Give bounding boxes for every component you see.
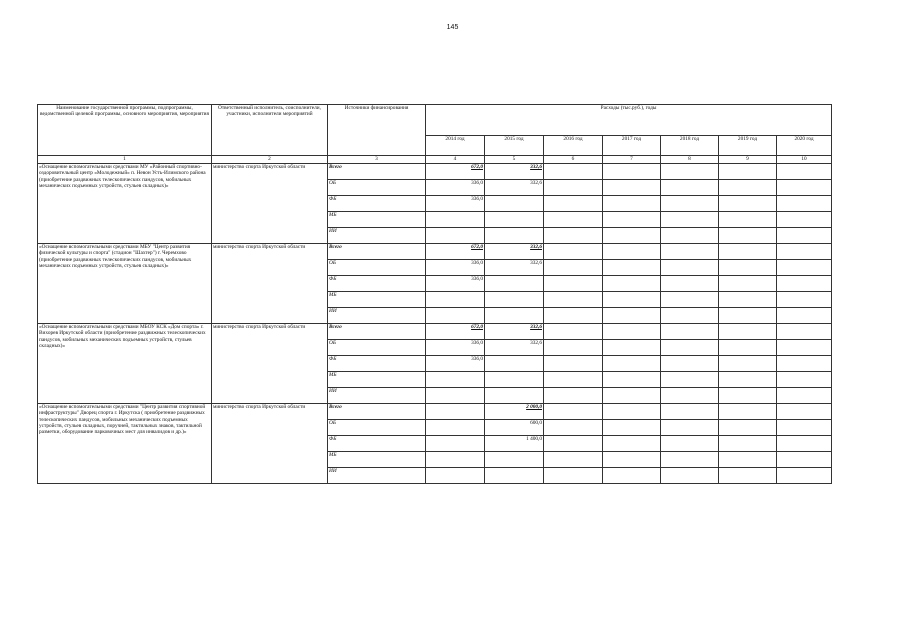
expense-value (777, 180, 832, 196)
expense-value (603, 372, 661, 388)
funding-source: ФБ (328, 436, 426, 452)
expense-value (544, 356, 603, 372)
expense-value (544, 276, 603, 292)
expense-value (777, 244, 832, 260)
expense-value (485, 196, 544, 212)
expense-value (719, 228, 777, 244)
expense-value (661, 324, 719, 340)
responsible-executor: министерство спорта Иркутской области (212, 404, 328, 484)
expense-value (661, 340, 719, 356)
funding-source: Всего (328, 164, 426, 180)
funding-source: МБ (328, 212, 426, 228)
expense-value: 336,0 (426, 340, 485, 356)
expense-value (777, 436, 832, 452)
expense-value (661, 260, 719, 276)
expense-value (719, 180, 777, 196)
expense-value (544, 388, 603, 404)
expense-value (661, 468, 719, 484)
expense-value (485, 292, 544, 308)
expense-value: 600,0 (485, 420, 544, 436)
expense-value (603, 276, 661, 292)
header-year: 2017 год (603, 136, 661, 156)
header-source: Источники финансирования (328, 105, 426, 156)
funding-source: ИИ (328, 308, 426, 324)
header-year: 2019 год (719, 136, 777, 156)
expense-value (661, 196, 719, 212)
activity-name: «Оснащение вспомогательными средствами МУ «Районный спортивно-оздоровительный центр «Молодежный» п. Невон Усть-Илимского района (приобретение раздвижных телескопических пандусов, мобильных механических подъемных устройств, стульев складных)» (38, 164, 212, 244)
funding-source: МБ (328, 452, 426, 468)
expense-value (777, 260, 832, 276)
expense-value (719, 308, 777, 324)
expense-value (544, 164, 603, 180)
expense-value (719, 292, 777, 308)
expense-value (603, 228, 661, 244)
expense-value (544, 340, 603, 356)
funding-source: ФБ (328, 196, 426, 212)
expense-value (777, 164, 832, 180)
header-executor: Ответственный исполнитель, соисполнители, участники, исполнители мероприятий (212, 105, 328, 156)
expense-value (485, 276, 544, 292)
table-row (38, 164, 832, 180)
expense-value (777, 276, 832, 292)
column-number: 2 (212, 156, 328, 164)
expense-value: 1 400,0 (485, 436, 544, 452)
expense-value (544, 244, 603, 260)
column-number: 1 (38, 156, 212, 164)
expense-value (661, 244, 719, 260)
header-year: 2020 год (777, 136, 832, 156)
expense-value (485, 308, 544, 324)
expense-value (544, 436, 603, 452)
funding-source: МБ (328, 372, 426, 388)
expense-value (603, 212, 661, 228)
expense-value (426, 452, 485, 468)
funding-source: Всего (328, 324, 426, 340)
expense-value (661, 356, 719, 372)
expense-value (544, 292, 603, 308)
expense-value: 336,0 (426, 180, 485, 196)
expense-value (544, 212, 603, 228)
column-number: 10 (777, 156, 832, 164)
expense-value (777, 308, 832, 324)
expense-value (661, 164, 719, 180)
expense-value (719, 452, 777, 468)
table-row (38, 404, 832, 420)
column-number: 8 (661, 156, 719, 164)
expense-value (777, 452, 832, 468)
funding-source: ОБ (328, 260, 426, 276)
expense-value (719, 164, 777, 180)
header-year: 2015 год (485, 136, 544, 156)
expense-value (603, 420, 661, 436)
expense-value (544, 260, 603, 276)
expense-value (719, 276, 777, 292)
expense-value (719, 212, 777, 228)
expense-value (777, 340, 832, 356)
expense-value (426, 308, 485, 324)
expense-value (661, 388, 719, 404)
expense-value (544, 420, 603, 436)
header-year: 2014 год (426, 136, 485, 156)
expense-value (426, 404, 485, 420)
header-year: 2018 год (661, 136, 719, 156)
expense-value (719, 436, 777, 452)
column-number: 9 (719, 156, 777, 164)
expense-value (661, 372, 719, 388)
expense-value (777, 324, 832, 340)
expense-value (777, 388, 832, 404)
expense-value (777, 372, 832, 388)
table-body (38, 164, 832, 484)
expense-value (544, 228, 603, 244)
expense-value (661, 212, 719, 228)
expense-value (661, 228, 719, 244)
funding-source: ИИ (328, 468, 426, 484)
responsible-executor: министерство спорта Иркутской области (212, 244, 328, 324)
expense-value (544, 452, 603, 468)
expense-value (661, 276, 719, 292)
expense-value (603, 292, 661, 308)
activity-name: «Оснащение вспомогательными средствами МБУ "Центр развития физической культуры и спорта" (стадион "Шахтер") г. Черемхово (приобретение раздвижных телескопических пандусов, мобильных механических подъемных устройств, стульев складных)» (38, 244, 212, 324)
expense-value (777, 228, 832, 244)
expense-value (777, 212, 832, 228)
header-expenses: Расходы (тыс.руб.), годы (426, 105, 832, 136)
expense-value (661, 452, 719, 468)
expense-value (603, 196, 661, 212)
expense-value (719, 404, 777, 420)
funding-source: ИИ (328, 228, 426, 244)
expense-value (603, 164, 661, 180)
expense-value (603, 180, 661, 196)
expense-value (426, 420, 485, 436)
expense-value (426, 388, 485, 404)
column-number: 5 (485, 156, 544, 164)
expense-value (661, 308, 719, 324)
expense-value (426, 228, 485, 244)
expense-value (719, 260, 777, 276)
expense-value (485, 356, 544, 372)
expense-value: 2 000,0 (485, 404, 544, 420)
column-number: 4 (426, 156, 485, 164)
expense-value (777, 468, 832, 484)
expense-value (603, 260, 661, 276)
expense-value (661, 404, 719, 420)
responsible-executor: министерство спорта Иркутской области (212, 324, 328, 404)
expense-value (719, 420, 777, 436)
expense-value (485, 452, 544, 468)
expense-value (719, 372, 777, 388)
expense-value: 332,6 (485, 164, 544, 180)
expense-value (777, 404, 832, 420)
expense-value (603, 244, 661, 260)
header-year: 2016 год (544, 136, 603, 156)
expense-value (426, 372, 485, 388)
expense-value (777, 292, 832, 308)
expense-value (719, 196, 777, 212)
expense-value (603, 340, 661, 356)
expense-value (603, 468, 661, 484)
expense-value (719, 468, 777, 484)
expense-value (544, 324, 603, 340)
budget-table (37, 104, 832, 484)
funding-source: ИИ (328, 388, 426, 404)
expense-value (485, 468, 544, 484)
expense-value: 332,6 (485, 324, 544, 340)
expense-value: 336,0 (426, 276, 485, 292)
expense-value (426, 436, 485, 452)
expense-value: 672,0 (426, 164, 485, 180)
expense-value (719, 324, 777, 340)
column-number: 3 (328, 156, 426, 164)
expense-value (426, 468, 485, 484)
expense-value (661, 292, 719, 308)
expense-value: 672,0 (426, 244, 485, 260)
funding-source: Всего (328, 404, 426, 420)
funding-source: МБ (328, 292, 426, 308)
expense-value (544, 372, 603, 388)
expense-value (485, 388, 544, 404)
expense-value: 672,0 (426, 324, 485, 340)
expense-value: 332,6 (485, 180, 544, 196)
expense-value (544, 404, 603, 420)
expense-value (544, 196, 603, 212)
column-number: 6 (544, 156, 603, 164)
expense-value (603, 452, 661, 468)
responsible-executor: министерство спорта Иркутской области (212, 164, 328, 244)
expense-value: 332,6 (485, 244, 544, 260)
expense-value (777, 196, 832, 212)
funding-source: ФБ (328, 356, 426, 372)
expense-value (719, 244, 777, 260)
expense-value (544, 308, 603, 324)
expense-value (603, 388, 661, 404)
expense-value (603, 436, 661, 452)
expense-value (719, 356, 777, 372)
expense-value: 332,6 (485, 340, 544, 356)
expense-value (603, 324, 661, 340)
expense-value (426, 292, 485, 308)
expense-value (603, 308, 661, 324)
expense-value (661, 180, 719, 196)
activity-name: «Оснащение вспомогательными средствами "Центр развития спортивной инфраструктуры" Дворец спорта г. Иркутска ( приобретение раздвижных телескопических пандусов, мобильных механических подъемных устройств, стульев складных, поручней, тактильных знаков, тактильной разметки, оборудование парковочных мест для инвалидов и др.)» (38, 404, 212, 484)
header-program: Наименование государственной программы, подпрограммы, ведомственной целевой программы, основного мероприятия, мероприятия (38, 105, 212, 156)
funding-source: ОБ (328, 340, 426, 356)
expense-value (777, 420, 832, 436)
expense-value (485, 372, 544, 388)
expense-value (544, 180, 603, 196)
expense-value (426, 212, 485, 228)
expense-value (661, 420, 719, 436)
expense-value (485, 212, 544, 228)
expense-value (777, 356, 832, 372)
expense-value: 336,0 (426, 260, 485, 276)
expense-value (603, 404, 661, 420)
expense-value (544, 468, 603, 484)
expense-value (603, 356, 661, 372)
expense-value: 336,0 (426, 356, 485, 372)
funding-source: ОБ (328, 420, 426, 436)
column-number: 7 (603, 156, 661, 164)
activity-name: «Оснащение вспомогательными средствами МБОУ КСК «Дом спорта» г. Вихорев Иркутской области (приобретение раздвижных телескопических пандусов, мобильных механических подъемных устройств, стульев складных)» (38, 324, 212, 404)
table-row (38, 324, 832, 340)
funding-source: ФБ (328, 276, 426, 292)
page-number: 145 (446, 24, 459, 31)
expense-value (719, 340, 777, 356)
expense-value: 336,0 (426, 196, 485, 212)
expense-value: 332,6 (485, 260, 544, 276)
expense-value (661, 436, 719, 452)
expense-value (485, 228, 544, 244)
expense-value (719, 388, 777, 404)
table-row (38, 244, 832, 260)
funding-source: ОБ (328, 180, 426, 196)
funding-source: Всего (328, 244, 426, 260)
